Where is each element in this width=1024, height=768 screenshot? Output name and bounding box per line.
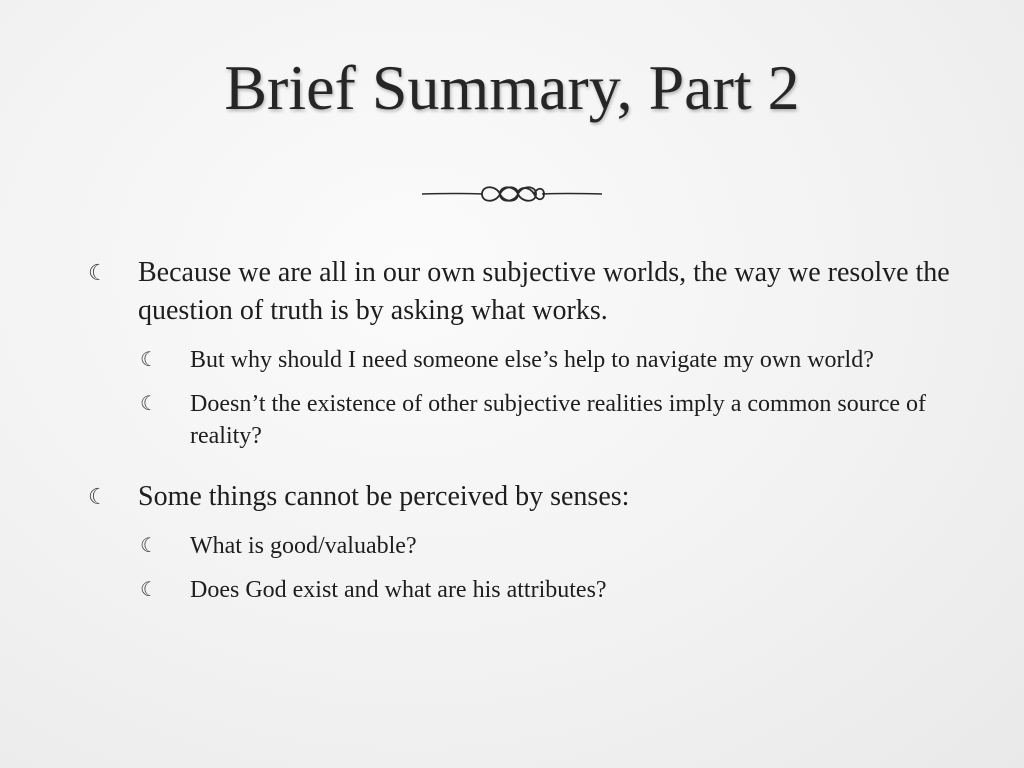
flourish-divider-icon (420, 180, 604, 208)
curl-bullet-icon: ☾ (140, 349, 158, 371)
list-item (88, 574, 968, 606)
list-item (88, 254, 968, 330)
bullet-list (88, 254, 968, 618)
sub-bullet-text: What is good/valuable? (190, 533, 417, 559)
sub-bullet-text: Does God exist and what are his attributes? (190, 577, 607, 603)
list-item (88, 388, 968, 452)
curl-bullet-icon: ☾ (88, 484, 108, 509)
sub-bullet-text: But why should I need someone else’s help to navigate my own world? (190, 347, 874, 373)
list-item (88, 530, 968, 562)
curl-bullet-icon: ☾ (140, 535, 158, 557)
curl-bullet-icon: ☾ (140, 393, 158, 415)
list-item (88, 478, 968, 516)
bullet-text: Some things cannot be perceived by senses: (138, 481, 630, 512)
curl-bullet-icon: ☾ (88, 260, 108, 285)
slide-title: Brief Summary, Part 2 (224, 52, 800, 123)
bullet-text: Because we are all in our own subjective worlds, the way we resolve the question of truth is by asking what works. (138, 257, 950, 326)
sub-bullet-text: Doesn’t the existence of other subjective realities imply a common source of reality? (190, 391, 926, 449)
curl-bullet-icon: ☾ (140, 579, 158, 601)
list-item (88, 344, 968, 376)
